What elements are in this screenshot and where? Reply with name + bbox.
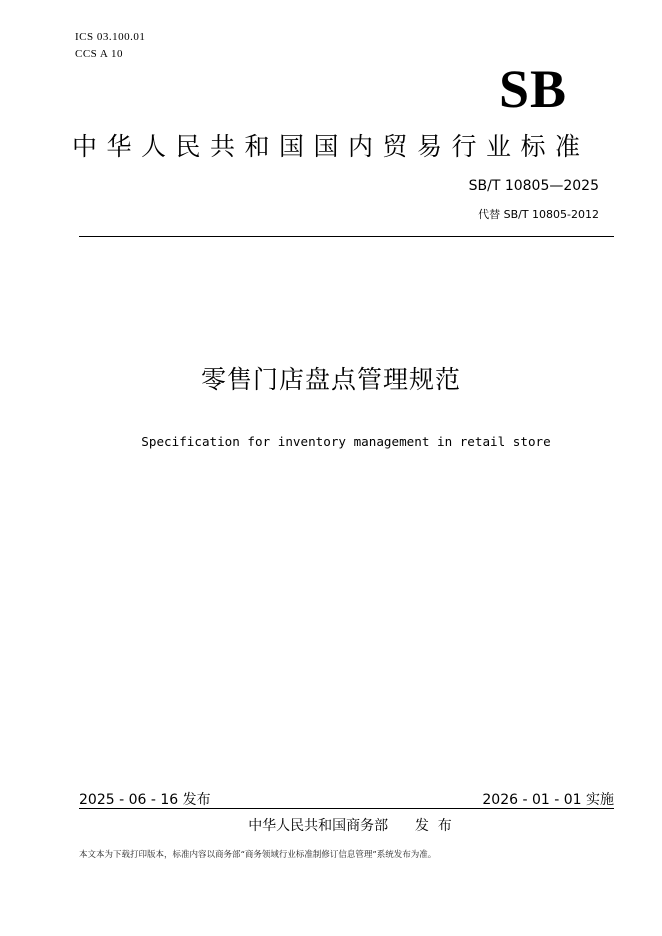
header-divider [79, 236, 614, 237]
sb-logo: SB [498, 59, 567, 119]
issue-date: 2025 - 06 - 16 发布 [79, 792, 211, 808]
industry-standard-title: 中华人民共和国国内贸易行业标准 [72, 132, 590, 161]
download-note: 本文本为下载打印版本，标准内容以商务部“商务领域行业标准制修订信息管理”系统发布为准。 [79, 850, 437, 860]
standard-number: SB/T 10805—2025 [468, 178, 599, 194]
ccs-code: CCS A 10 [75, 48, 124, 60]
implementation-date: 2026 - 01 - 01 实施 [482, 792, 614, 808]
replaces-standard: 代替 SB/T 10805-2012 [478, 208, 599, 221]
document-title-en: Specification for inventory management in retail store [141, 434, 551, 449]
ics-code: ICS 03.100.01 [75, 31, 146, 43]
footer-divider [79, 808, 614, 809]
issuer: 中华人民共和国商务部 发 布 [248, 818, 452, 834]
document-title-cn: 零售门店盘点管理规范 [200, 365, 461, 394]
